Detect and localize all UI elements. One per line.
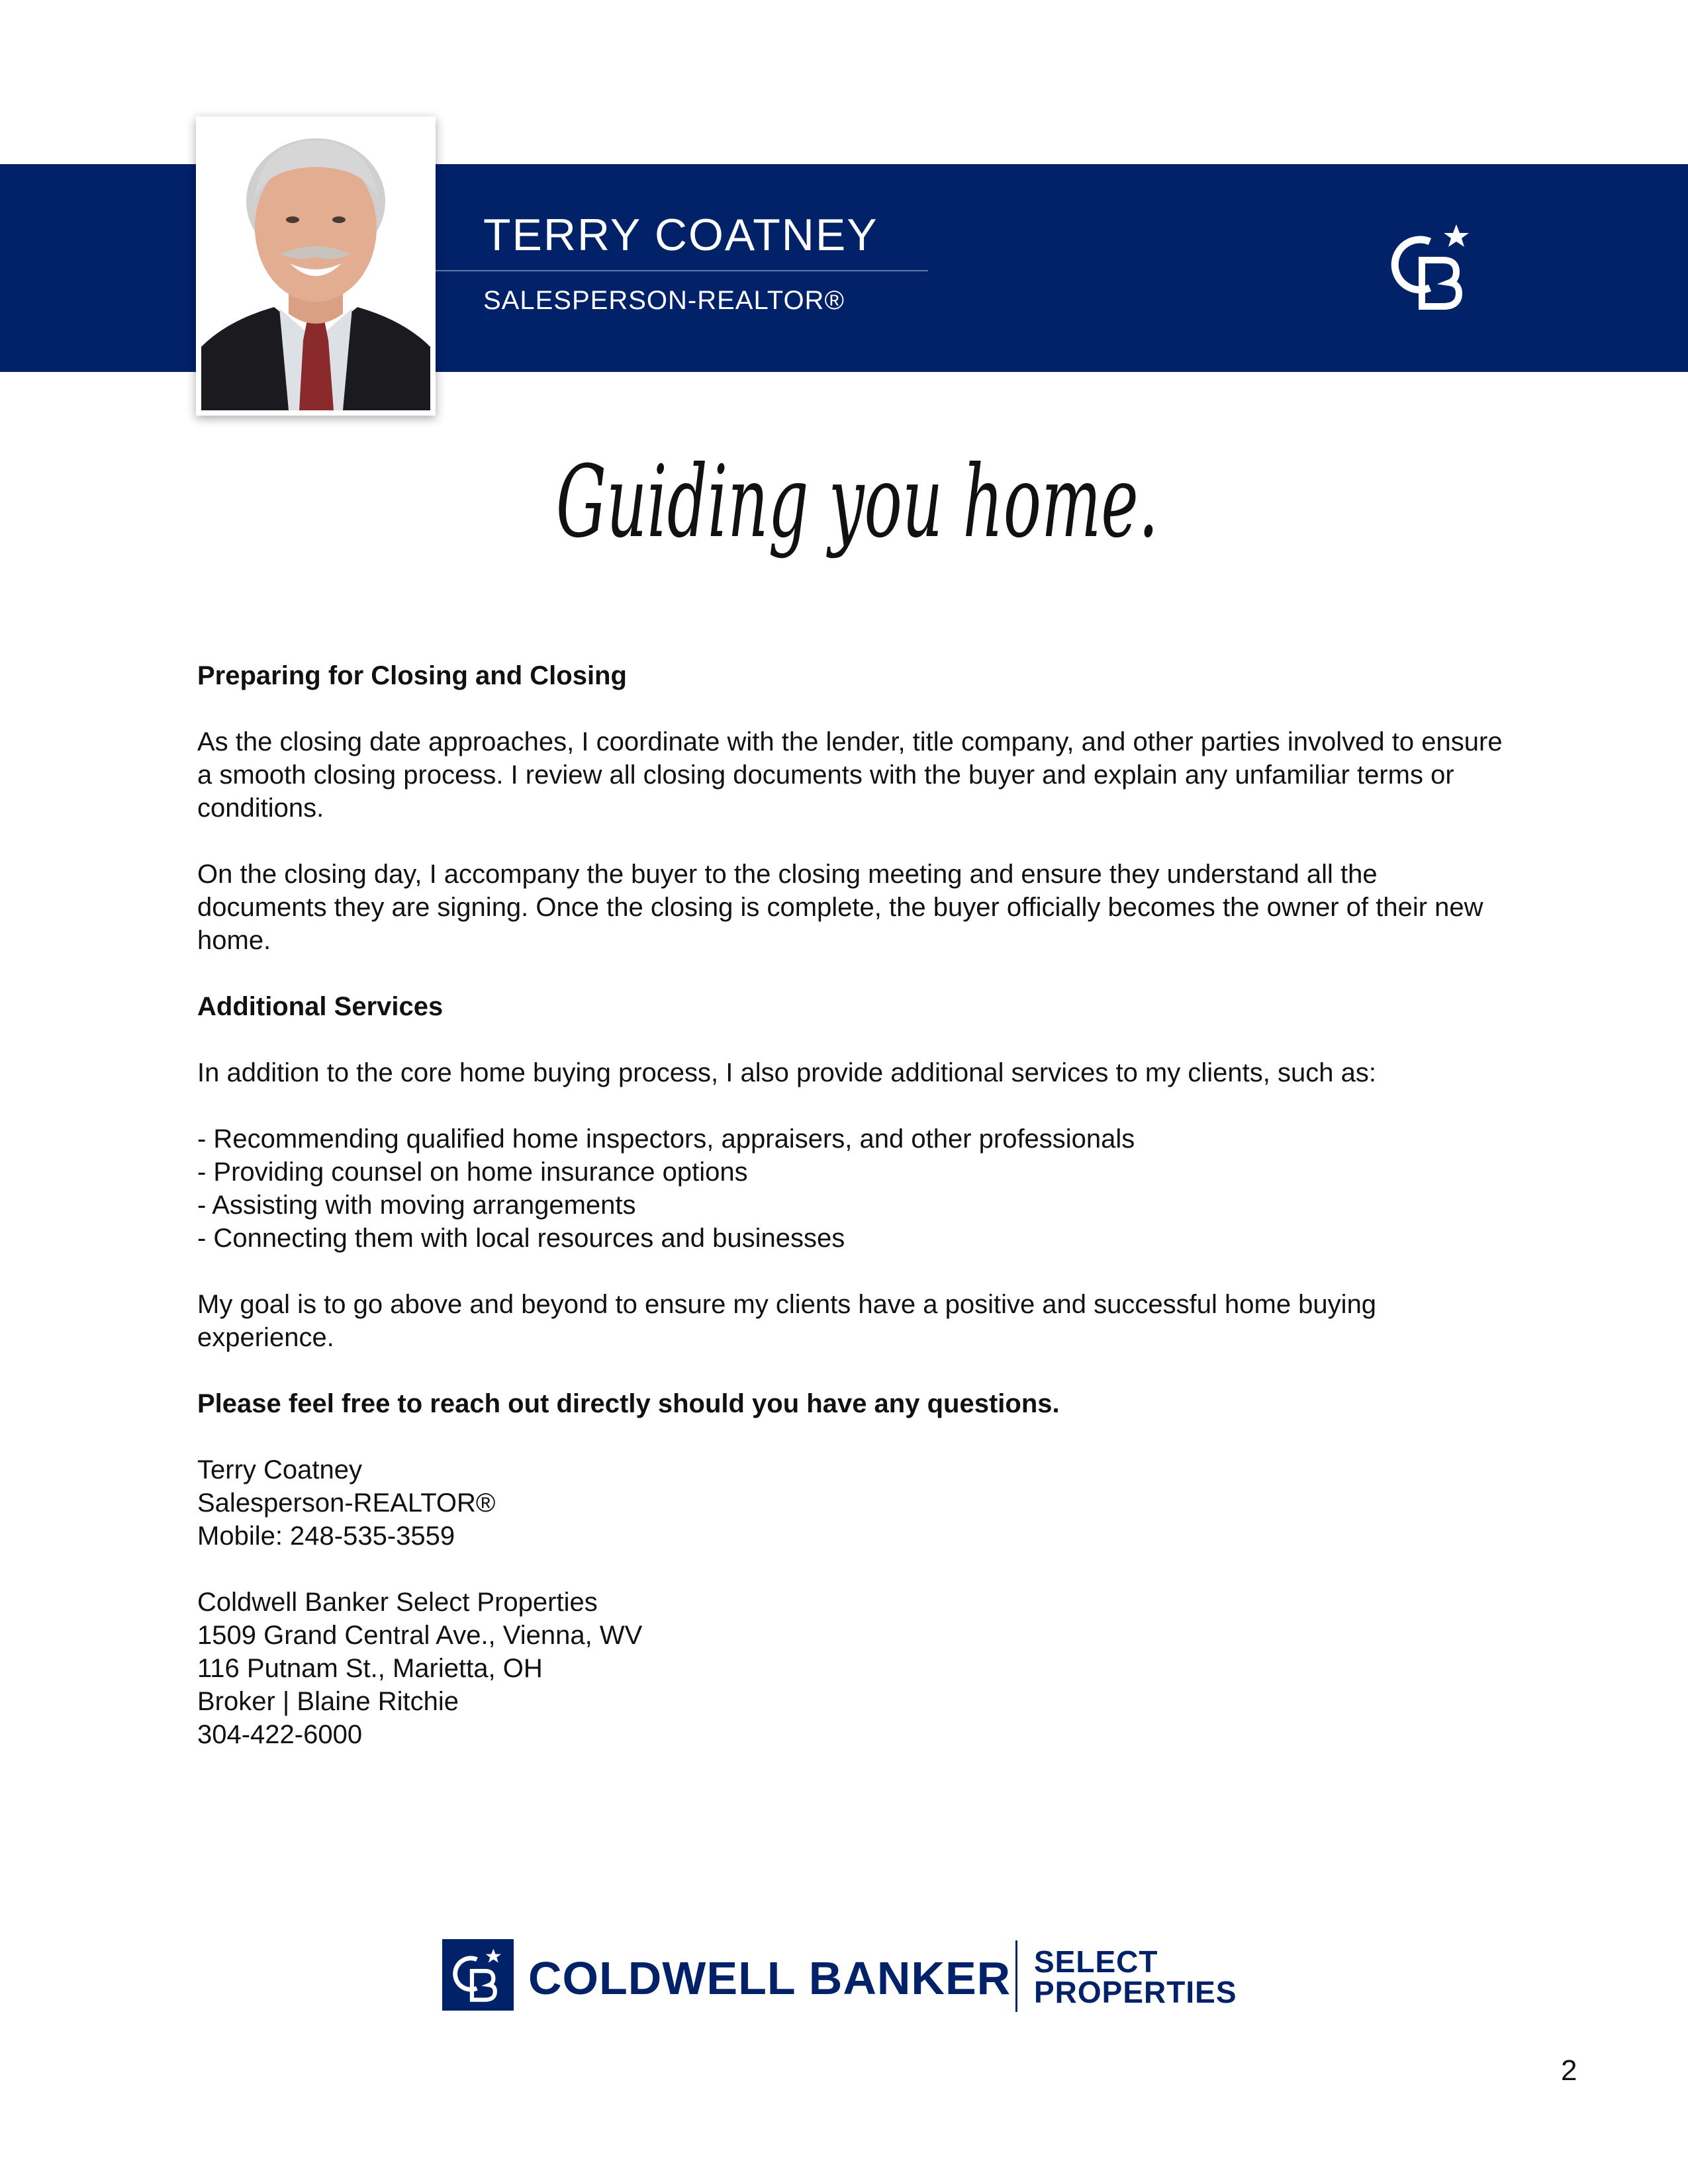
list-item: - Connecting them with local resources and businesses bbox=[197, 1224, 845, 1253]
list-item: - Assisting with moving arrangements bbox=[197, 1191, 636, 1220]
tagline-script bbox=[543, 424, 1178, 622]
coldwell-banker-cb-icon bbox=[451, 1947, 504, 2003]
office-address-marietta: 116 Putnam St., Marietta, OH bbox=[197, 1654, 543, 1683]
tagline-text: Guiding you home. bbox=[556, 445, 1158, 560]
services-list bbox=[197, 1122, 1508, 1255]
signature-block bbox=[197, 1453, 1508, 1553]
office-block bbox=[197, 1586, 1508, 1751]
letter-body bbox=[197, 659, 1508, 1784]
brand-name: COLDWELL BANKER bbox=[528, 1952, 1011, 2004]
page-number: 2 bbox=[1561, 2054, 1577, 2087]
section-heading-closing: Preparing for Closing and Closing bbox=[197, 661, 627, 690]
name-divider bbox=[436, 270, 928, 271]
footer-cb-box bbox=[442, 1939, 514, 2011]
brand-sub-properties: PROPERTIES bbox=[1034, 1975, 1237, 2009]
coldwell-banker-cb-icon bbox=[1390, 222, 1473, 311]
office-phone: 304-422-6000 bbox=[197, 1720, 363, 1749]
brand-divider bbox=[1015, 1940, 1017, 2012]
agent-name: TERRY COATNEY bbox=[483, 210, 878, 260]
office-address-vienna: 1509 Grand Central Ave., Vienna, WV bbox=[197, 1621, 643, 1650]
office-broker: Broker | Blaine Ritchie bbox=[197, 1687, 459, 1716]
list-item: - Recommending qualified home inspectors, appraisers, and other professionals bbox=[197, 1124, 1135, 1154]
closing-line: Please feel free to reach out directly should you have any questions. bbox=[197, 1389, 1060, 1418]
paragraph-services-intro: In addition to the core home buying process, I also provide additional services to my clients, such as: bbox=[197, 1058, 1376, 1087]
agent-title: SALESPERSON-REALTOR® bbox=[483, 286, 845, 315]
agent-portrait bbox=[201, 122, 430, 410]
footer-logo bbox=[442, 1939, 1250, 2016]
signature-title: Salesperson-REALTOR® bbox=[197, 1488, 496, 1518]
agent-photo bbox=[196, 116, 436, 416]
office-company: Coldwell Banker Select Properties bbox=[197, 1588, 598, 1617]
signature-mobile: Mobile: 248-535-3559 bbox=[197, 1522, 455, 1551]
paragraph-closing-coordination: As the closing date approaches, I coordinate with the lender, title company, and other parties involved to ensure a smooth closing process. I review all closing documents with the buyer and explain any unfamiliar terms or conditions. bbox=[197, 727, 1503, 823]
paragraph-goal: My goal is to go above and beyond to ensure my clients have a positive and successful home buying experience. bbox=[197, 1290, 1377, 1352]
section-heading-services: Additional Services bbox=[197, 992, 444, 1021]
signature-name: Terry Coatney bbox=[197, 1455, 362, 1484]
paragraph-closing-day: On the closing day, I accompany the buyer to the closing meeting and ensure they understand all the documents they are signing. Once the closing is complete, the buyer officially becomes the owner of their new home. bbox=[197, 860, 1483, 955]
brand-sub-select: SELECT bbox=[1034, 1944, 1158, 1979]
list-item: - Providing counsel on home insurance options bbox=[197, 1158, 748, 1187]
